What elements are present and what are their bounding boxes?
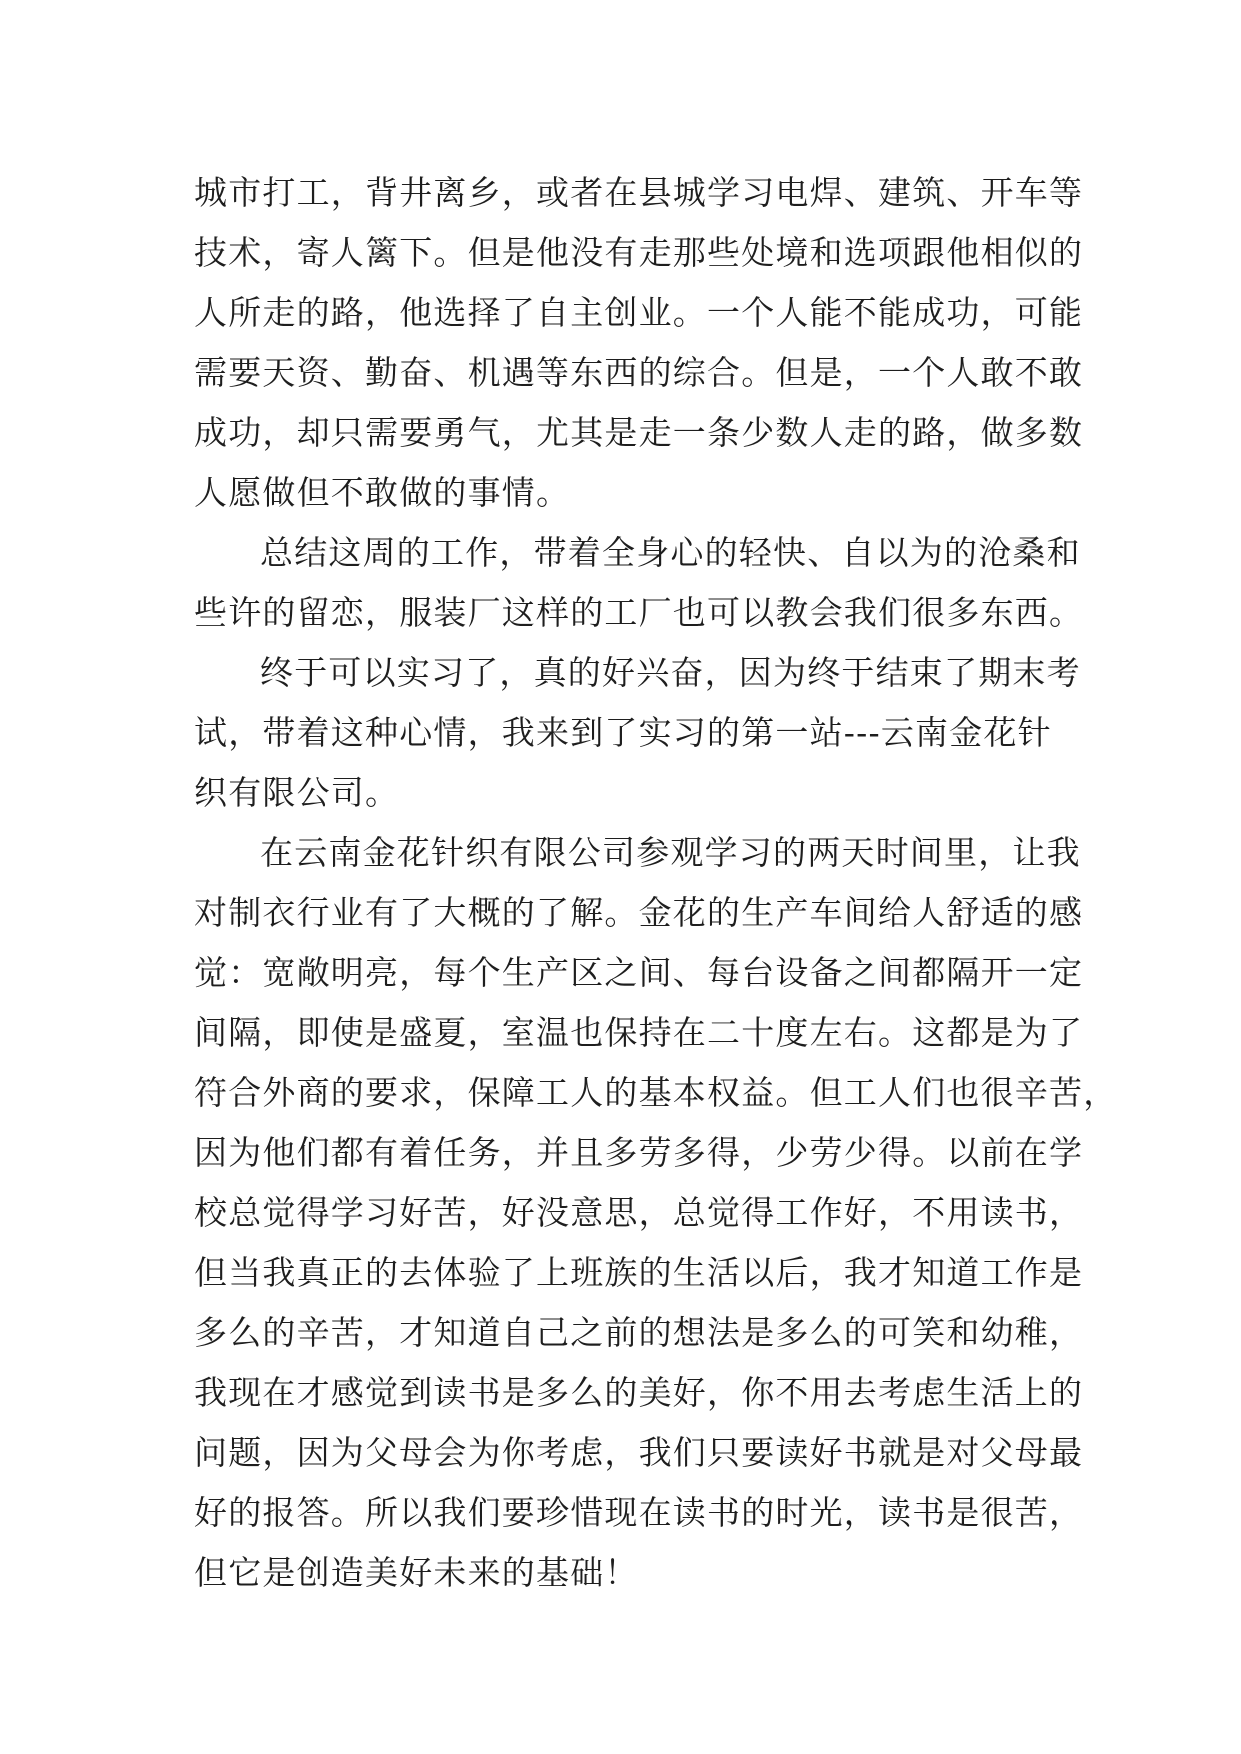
text-line: 成功，却只需要勇气，尤其是走一条少数人走的路，做多数 [194, 413, 1084, 452]
paragraph-first-line: 总结这周的工作，带着全身心的轻快、自以为的沧桑和 [260, 533, 1081, 572]
text-line: 因为他们都有着任务，并且多劳多得，少劳少得。以前在学 [194, 1133, 1084, 1172]
text-line: 觉：宽敞明亮，每个生产区之间、每台设备之间都隔开一定 [194, 953, 1084, 992]
document-body [194, 163, 1118, 1603]
text-line: 对制衣行业有了大概的了解。金花的生产车间给人舒适的感 [194, 893, 1084, 932]
text-line: 校总觉得学习好苦，好没意思，总觉得工作好，不用读书， [194, 1193, 1084, 1232]
text-line: 多么的辛苦，才知道自己之前的想法是多么的可笑和幼稚， [194, 1313, 1084, 1352]
text-line: 但它是创造美好未来的基础！ [194, 1553, 639, 1592]
paragraph-first-line: 终于可以实习了，真的好兴奋，因为终于结束了期末考 [260, 653, 1081, 692]
text-line: 符合外商的要求，保障工人的基本权益。但工人们也很辛苦， [194, 1073, 1118, 1112]
text-line: 需要天资、勤奋、机遇等东西的综合。但是，一个人敢不敢 [194, 353, 1084, 392]
text-line: 好的报答。所以我们要珍惜现在读书的时光，读书是很苦， [194, 1493, 1084, 1532]
text-line: 间隔，即使是盛夏，室温也保持在二十度左右。这都是为了 [194, 1013, 1084, 1052]
text-line: 城市打工，背井离乡，或者在县城学习电焊、建筑、开车等 [194, 173, 1084, 212]
text-line: 但当我真正的去体验了上班族的生活以后，我才知道工作是 [194, 1253, 1084, 1292]
text-line: 人愿做但不敢做的事情。 [194, 473, 571, 512]
text-line: 织有限公司。 [194, 773, 400, 812]
text-line: 技术，寄人篱下。但是他没有走那些处境和选项跟他相似的 [194, 233, 1084, 272]
text-line: 我现在才感觉到读书是多么的美好，你不用去考虑生活上的 [194, 1373, 1084, 1412]
paragraph-first-line: 在云南金花针织有限公司参观学习的两天时间里，让我 [260, 833, 1081, 872]
text-line: 些许的留恋，服装厂这样的工厂也可以教会我们很多东西。 [194, 593, 1084, 632]
text-line: 问题，因为父母会为你考虑，我们只要读好书就是对父母最 [194, 1433, 1084, 1472]
text-line: 试，带着这种心情，我来到了实习的第一站---云南金花针 [194, 713, 1052, 752]
text-line: 人所走的路，他选择了自主创业。一个人能不能成功，可能 [194, 293, 1084, 332]
